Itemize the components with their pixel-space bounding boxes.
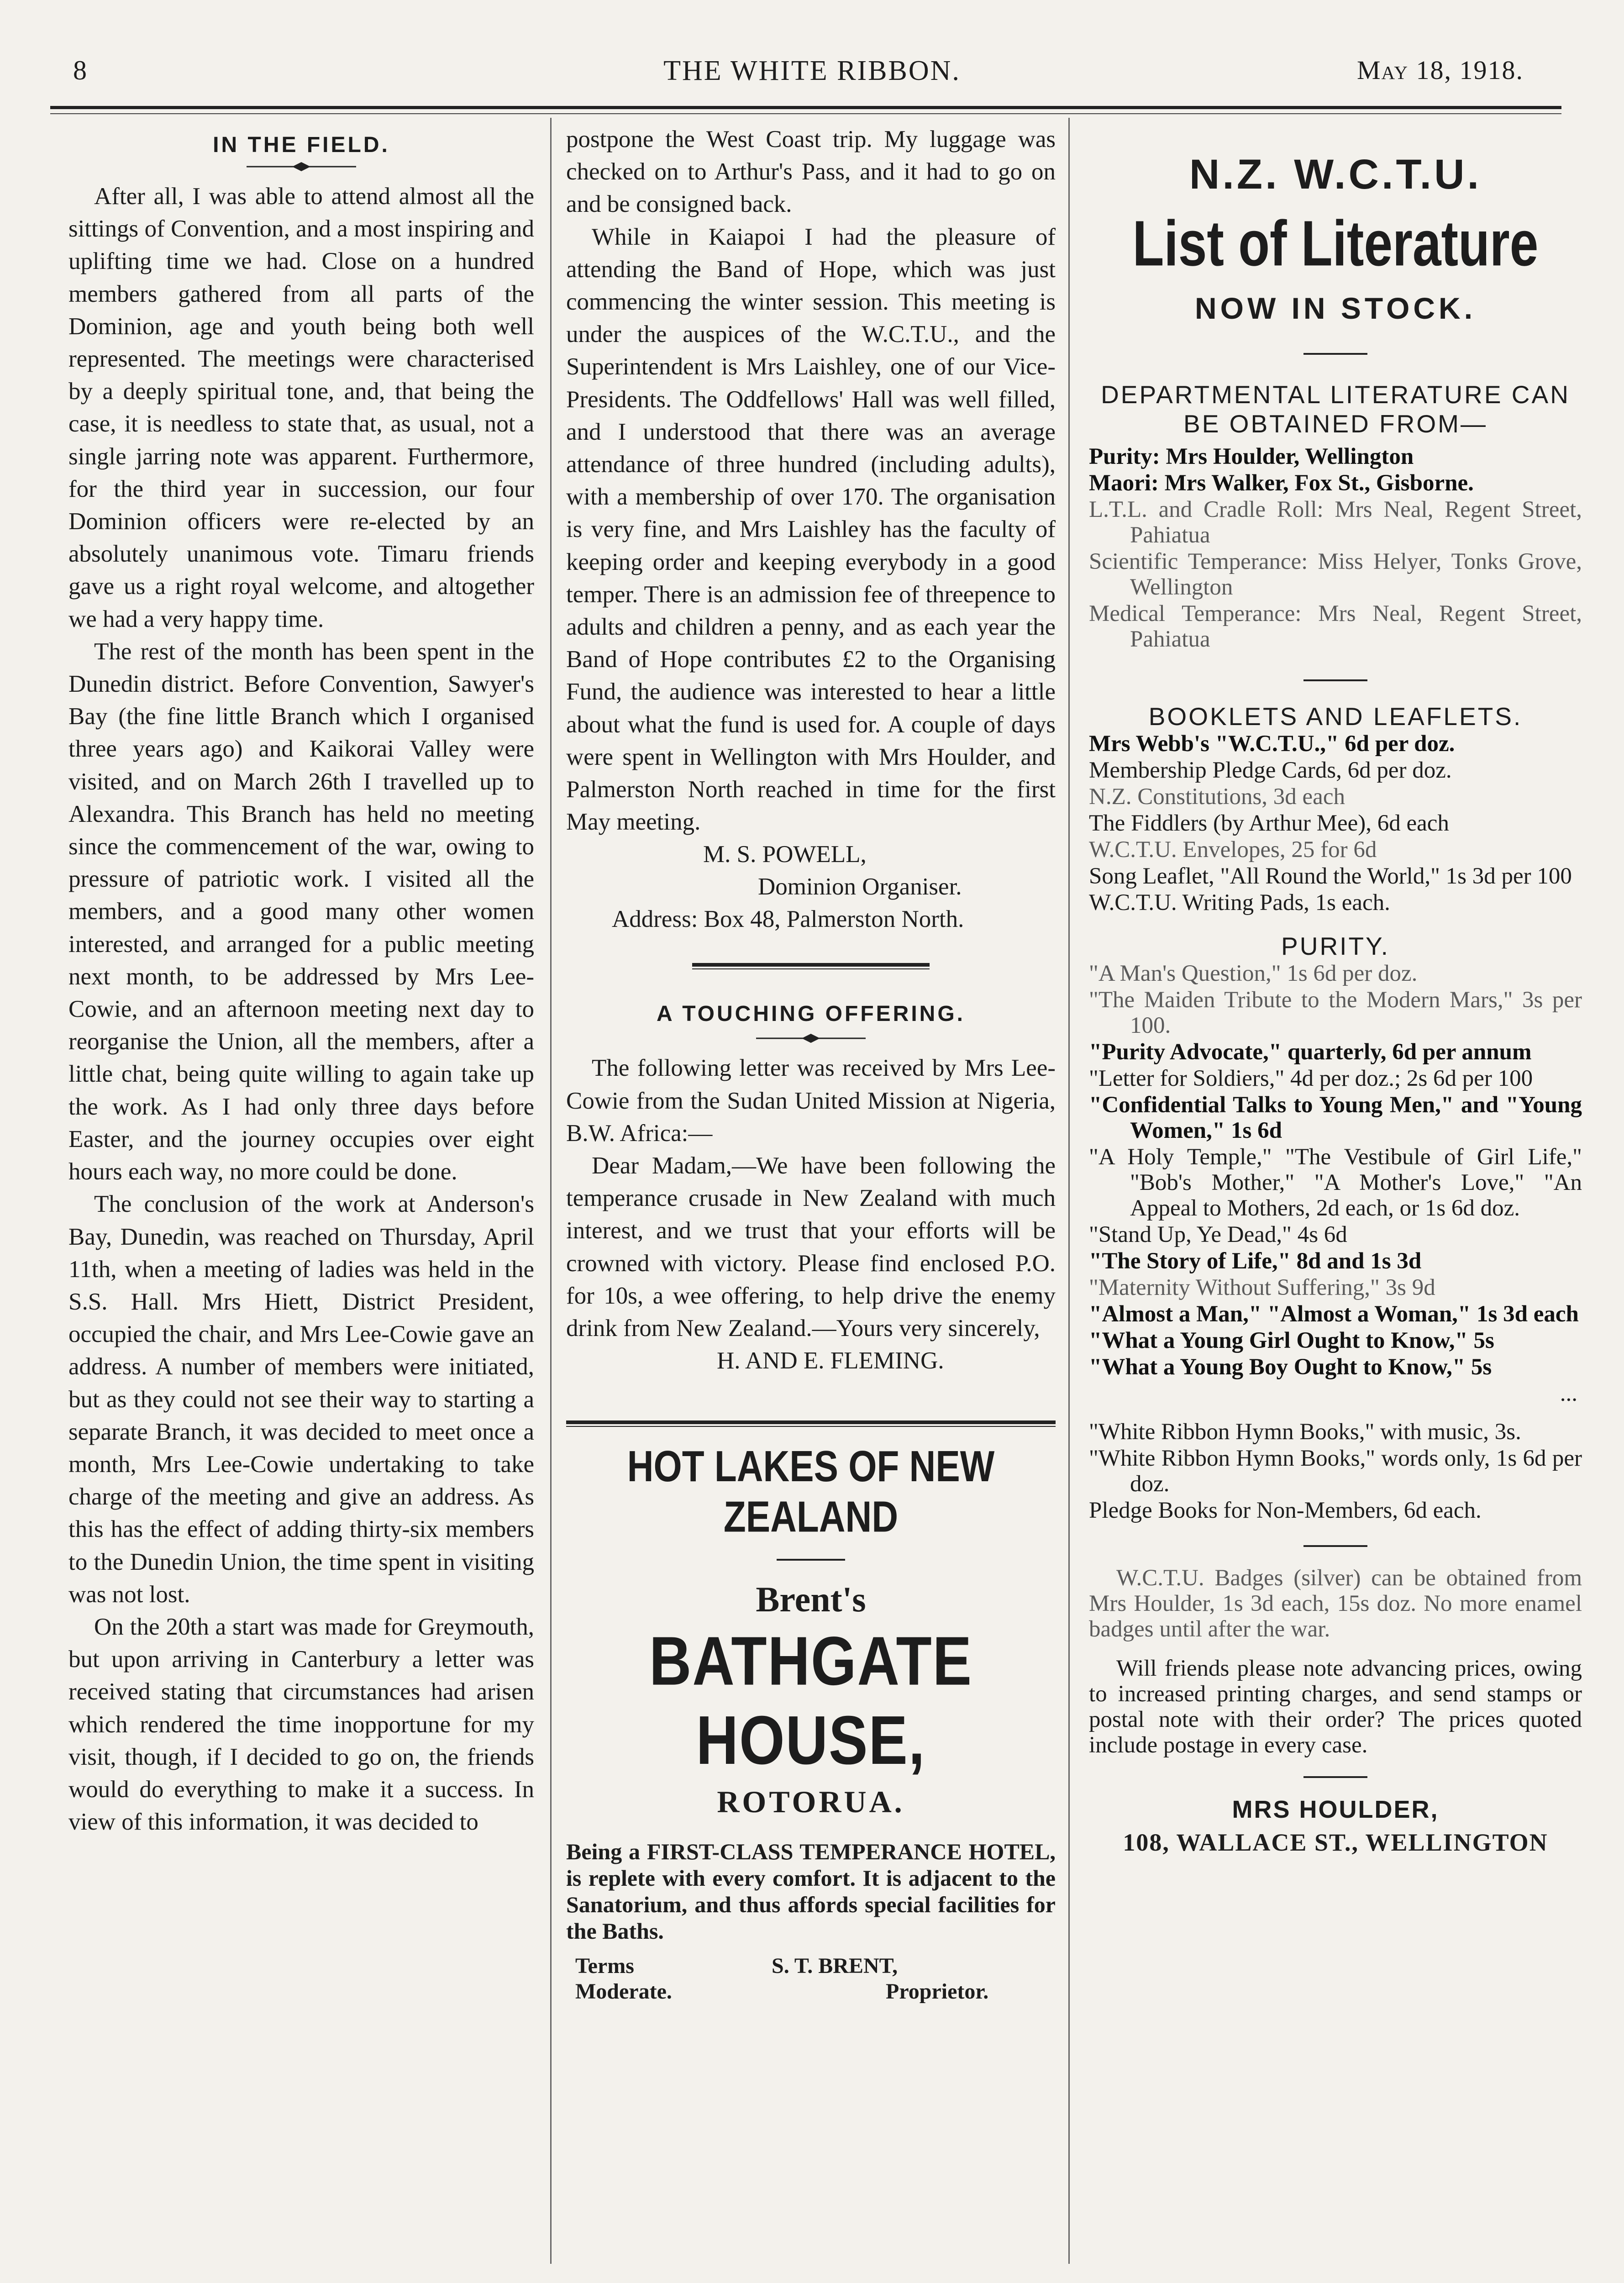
purity-item: "What a Young Girl Ought to Know," 5s [1089, 1328, 1494, 1353]
purity-item: "Almost a Man," "Almost a Woman," 1s 3d each [1089, 1301, 1579, 1327]
purity-heading: PURITY. [1281, 932, 1390, 960]
literature-subtitle: NOW IN STOCK. [1194, 291, 1477, 325]
booklets-list [1089, 731, 1582, 915]
paragraph: postpone the West Coast trip. My luggage was checked on to Arthur's Pass, and it had to go on and be consigned back. [566, 126, 1056, 218]
department-item: Maori: Mrs Walker, Fox St., Gisborne. [1089, 470, 1474, 496]
paragraph: After all, I was able to attend almost all the sittings of Convention, and a most inspiring and uplifting time we had. Close on a hundred members gathered from all parts of the Dominion, age and youth being both well represented. The meetings were characterised by a deeply spiritual tone, and, that being the case, it is needless to state that, as usual, not a single jarring note was apparent. Furthermore, for the third year in succession, our four Dominion officers were re-elected by an absolutely unanimous vote. Timaru friends gave us a right royal welcome, and altogether we had a very happy time. [68, 183, 534, 632]
advert-headline: HOT LAKES OF NEW ZEALAND [627, 1442, 995, 1541]
signature-address: Address: Box 48, Palmerston North. [612, 906, 964, 933]
issue-date: May 18, 1918. [1356, 55, 1524, 85]
touching-offering-heading: A TOUCHING OFFERING. [657, 1002, 965, 1026]
hymn-list [1089, 1419, 1582, 1523]
booklets-heading: BOOKLETS AND LEAFLETS. [1148, 702, 1523, 731]
letter-signature: H. AND E. FLEMING. [717, 1347, 944, 1374]
purity-item: "Stand Up, Ye Dead," 4s 6d [1089, 1222, 1347, 1247]
advert-proprietor-title: Proprietor. [886, 1979, 989, 2004]
purity-item: "The Story of Life," 8d and 1s 3d [1089, 1248, 1422, 1274]
purity-item: "A Man's Question," 1s 6d per doz. [1089, 961, 1418, 986]
list-ellipsis: ... [1560, 1381, 1577, 1406]
advert-terms-moderate: Moderate. [575, 1979, 672, 2004]
column-divider [1068, 118, 1070, 2264]
purity-item: "Purity Advocate," quarterly, 6d per annum [1089, 1039, 1532, 1065]
advert-house: BATHGATE HOUSE, [649, 1623, 973, 1779]
departments-list [1089, 444, 1582, 652]
booklet-item: W.C.T.U. Envelopes, 25 for 6d [1089, 837, 1377, 863]
contact-name: MRS HOULDER, [1232, 1796, 1439, 1823]
page-number: 8 [73, 55, 87, 85]
literature-org: N.Z. W.C.T.U. [1189, 151, 1482, 198]
booklet-item: The Fiddlers (by Arthur Mee), 6d each [1089, 810, 1449, 836]
purity-item: "Confidential Talks to Young Men," and "Young Women," 1s 6d [1089, 1092, 1582, 1143]
column-3 [1089, 123, 1582, 1857]
department-item: L.T.L. and Cradle Roll: Mrs Neal, Regent Street, Pahiatua [1089, 497, 1582, 548]
hymn-item: "White Ribbon Hymn Books," with music, 3s. [1089, 1419, 1521, 1445]
column-2 [566, 123, 1056, 2017]
paragraph: While in Kaiapoi I had the pleasure of attending the Band of Hope, which was just commencing the winter session. This meeting is under the auspices of the W.C.T.U., and the Superintendent is Mrs Laishley, one of our Vice-Presidents. The Oddfellows' Hall was well filled, and I understood that there was an average attendance of three hundred (including adults), with a membership of over 170. The organisation is very fine, and Mrs Laishley has the faculty of keeping order and keeping everybody in a good temper. There is an admission fee of threepence to adults and children a penny, and as each year the Band of Hope contributes £2 to the Organising Fund, the audience was interested to hear a little about what the fund is used for. A couple of days were spent in Wellington with Mrs Houlder, and Palmerston North reached in time for the first May meeting. [566, 223, 1056, 836]
paragraph: The following letter was received by Mrs Lee-Cowie from the Sudan United Mission at Nigeria, B.W. Africa:— [566, 1055, 1056, 1147]
purity-item: "Maternity Without Suffering," 3s 9d [1089, 1275, 1435, 1300]
purity-item: "What a Young Boy Ought to Know," 5s [1089, 1354, 1492, 1380]
paragraph: The rest of the month has been spent in the Dunedin district. Before Convention, Sawyer's Bay (the fine little Branch which I organised three years ago) and Kaikorai Valley were visited, and on March 26th I travelled up to Alexandra. This Branch has held no meeting since the commencement of the war, owing to pressure of patriotic work. I visited all the members, and a good many other women interested, and arranged for a public meeting next month, to be addressed by Mrs Lee-Cowie, and an afternoon meeting next day to reorganise the Union, all the members, after a little chat, being quite willing to again take up the work. As I had only three days before Easter, and the journey occupies over eight hours each way, no more could be done. [68, 638, 534, 1185]
signature-name: M. S. POWELL, [703, 841, 867, 868]
badges-note: W.C.T.U. Badges (silver) can be obtained from Mrs Houlder, 1s 3d each, 15s doz. No more enamel badges until after the war. [1089, 1565, 1582, 1642]
advert-terms: Terms [575, 1954, 634, 1978]
signature-title: Dominion Organiser. [758, 873, 962, 900]
column-divider [550, 118, 552, 2264]
masthead-title: THE WHITE RIBBON. [663, 55, 961, 86]
dept-heading: DEPARTMENTAL LITERATURE CAN BE OBTAINED FROM— [1101, 380, 1570, 438]
ornament-rule-icon [752, 1029, 870, 1047]
header-rule [50, 106, 1561, 109]
advertisement [566, 1420, 1056, 2017]
advert-top-rule [566, 1420, 1056, 1427]
purity-list [1089, 961, 1582, 1380]
header-rule-thin [50, 113, 1561, 114]
booklet-item: Membership Pledge Cards, 6d per doz. [1089, 757, 1452, 783]
hymn-item: "White Ribbon Hymn Books," words only, 1s 6d per doz. [1089, 1446, 1582, 1497]
booklet-item: W.C.T.U. Writing Pads, 1s each. [1089, 890, 1390, 915]
purity-item: "The Maiden Tribute to the Modern Mars," 3s per 100. [1089, 987, 1582, 1038]
advert-place: ROTORUA. [717, 1784, 905, 1820]
ornament-rule-icon [242, 158, 361, 176]
hymn-item: Pledge Books for Non-Members, 6d each. [1089, 1498, 1482, 1523]
purity-item: "A Holy Temple," "The Vestibule of Girl Life," "Bob's Mother," "A Mother's Love," "An Appeal to Mothers, 2d each, or 1s 6d doz. [1089, 1144, 1582, 1221]
literature-title: List of Literature [1132, 207, 1539, 280]
booklet-item: Mrs Webb's "W.C.T.U.," 6d per doz. [1089, 731, 1455, 757]
purity-item: "Letter for Soldiers," 4d per doz.; 2s 6d per 100 [1089, 1066, 1533, 1091]
column-1 [68, 123, 534, 1838]
department-item: Medical Temperance: Mrs Neal, Regent Street, Pahiatua [1089, 601, 1582, 652]
advert-name: Brent's [756, 1579, 866, 1620]
booklet-item: N.Z. Constitutions, 3d each [1089, 784, 1345, 810]
booklet-item: Song Leaflet, "All Round the World," 1s 3d per 100 [1089, 863, 1572, 889]
department-item: Purity: Mrs Houlder, Wellington [1089, 444, 1414, 469]
paragraph: The conclusion of the work at Anderson's Bay, Dunedin, was reached on Thursday, April 11th, when a meeting of ladies was held in the S.S. Hall. Mrs Hiett, District President, occupied the chair, and Mrs Lee-Cowie gave an address. A number of members were initiated, but as they could not see their way to starting a separate Branch, it was decided to meet once a month, Mrs Lee-Cowie undertaking to take charge of the meeting and give an address. As this has the effect of adding thirty-six members to the Dunedin Union, the time spent in visiting was not lost. [68, 1191, 534, 1608]
advert-footer [566, 1953, 1056, 2017]
paragraph: Dear Madam,—We have been following the temperance crusade in New Zealand with much interest, and we trust that your efforts will be crowned with victory. Please find enclosed P.O. for 10s, a wee offering, to help drive the enemy drink from New Zealand.—Yours very sincerely, [566, 1152, 1056, 1342]
prices-notice: Will friends please note advancing prices, owing to increased printing charges, and send stamps or postal note with their order? The prices quoted include postage in every case. [1089, 1656, 1582, 1758]
paragraph: On the 20th a start was made for Greymouth, but upon arriving in Canterbury a letter was received stating that circumstances had arisen which rendered the time inopportune for my visit, though, if I decided to go on, the friends would do everything to make it a success. In view of this information, it was decided to [68, 1613, 534, 1836]
contact-address: 108, WALLACE ST., WELLINGTON [1123, 1829, 1548, 1856]
advert-body: Being a FIRST-CLASS TEMPERANCE HOTEL, is replete with every comfort. It is adjacent to the Sanatorium, and thus affords special facilities for the Baths. [566, 1839, 1056, 1944]
section-divider [692, 963, 930, 969]
department-item: Scientific Temperance: Miss Helyer, Tonks Grove, Wellington [1089, 549, 1582, 600]
in-the-field-heading: IN THE FIELD. [213, 133, 390, 157]
advert-proprietor: S. T. BRENT, [772, 1954, 898, 1978]
